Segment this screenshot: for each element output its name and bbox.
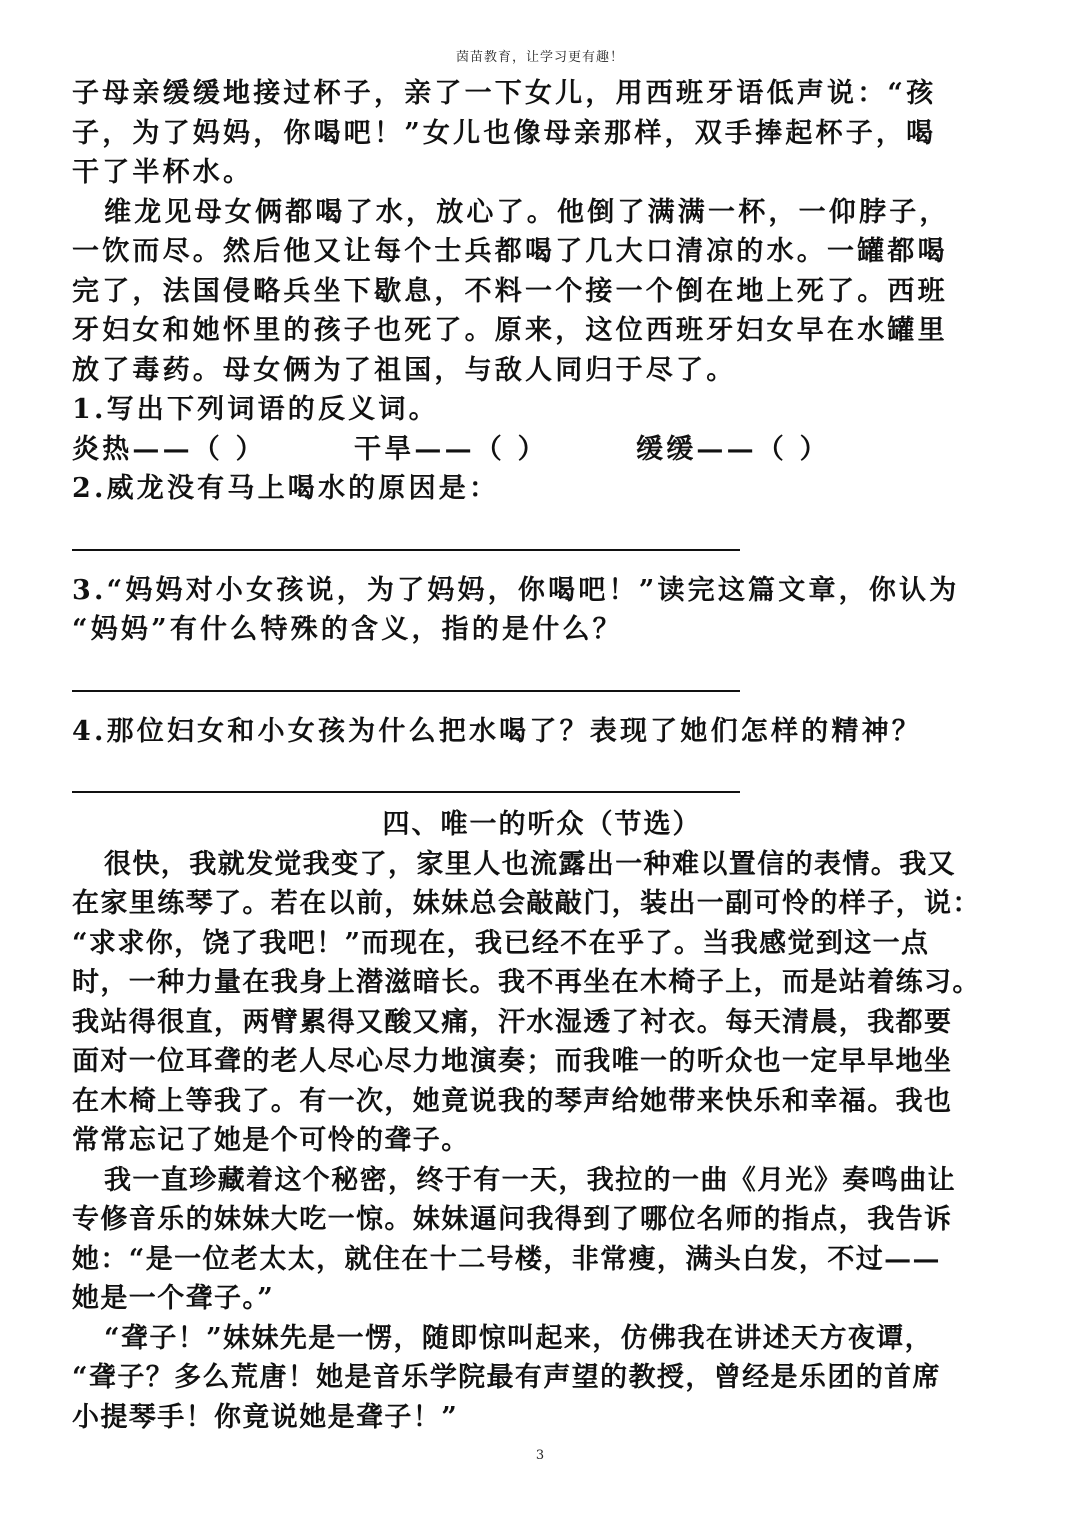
passage-line: 常常忘记了她是个可怜的聋子。 xyxy=(72,1125,470,1156)
answer-line[interactable] xyxy=(72,690,740,692)
antonym-item: 干旱——（ ） xyxy=(354,433,548,465)
passage-line: 我一直珍藏着这个秘密，终于有一天，我拉的一曲《月光》奏鸣曲让 xyxy=(104,1164,956,1196)
question-2: 2.威龙没有马上喝水的原因是： xyxy=(72,473,500,504)
antonym-row xyxy=(72,430,1012,470)
section-title: 四、唯一的听众（节选） xyxy=(382,809,702,840)
passage-line: 一饮而尽。然后他又让每个士兵都喝了几大口清凉的水。一罐都喝 xyxy=(72,236,948,267)
passage-line: “聋子！”妹妹先是一愣，随即惊叫起来，仿佛我在讲述天方夜谭， xyxy=(104,1322,934,1354)
question-3-cont: “妈妈”有什么特殊的含义，指的是什么？ xyxy=(72,614,623,645)
answer-line[interactable] xyxy=(72,549,740,551)
passage-line: 她是一个聋子。” xyxy=(72,1283,275,1314)
question-4: 4.那位妇女和小女孩为什么把水喝了？表现了她们怎样的精神？ xyxy=(72,715,922,747)
antonym-item: 炎热——（ ） xyxy=(72,433,266,465)
question-3: 3.“妈妈对小女孩说，为了妈妈，你喝吧！”读完这篇文章，你认为 xyxy=(72,574,960,606)
antonym-item: 缓缓——（ ） xyxy=(636,433,830,465)
passage-line: 很快，我就发觉我变了，家里人也流露出一种难以置信的表情。我又 xyxy=(104,848,956,880)
passage-line: 专修音乐的妹妹大吃一惊。妹妹逼问我得到了哪位名师的指点，我告诉 xyxy=(72,1204,953,1235)
passage-line: 在木椅上等我了。有一次，她竟说我的琴声给她带来快乐和幸福。我也 xyxy=(72,1085,953,1117)
passage-line: 牙妇女和她怀里的孩子也死了。原来，这位西班牙妇女早在水罐里 xyxy=(72,315,948,346)
passage-line: 面对一位耳聋的老人尽心尽力地演奏；而我唯一的听众也一定早早地坐 xyxy=(72,1046,953,1077)
passage-line: “聋子？多么荒唐！她是音乐学院最有声望的教授，曾经是乐团的首席 xyxy=(72,1362,941,1393)
passage-line: 在家里练琴了。若在以前，妹妹总会敲敲门，装出一副可怜的样子，说： xyxy=(72,888,981,919)
page-header: 茵苗教育，让学习更有趣！ xyxy=(455,50,624,65)
passage-line: 她：“是一位老太太，就住在十二号楼，非常瘦，满头白发，不过—— xyxy=(72,1243,941,1275)
question-1: 1.写出下列词语的反义词。 xyxy=(72,394,439,425)
answer-line[interactable] xyxy=(72,791,740,793)
passage-line: 时，一种力量在我身上潜滋暗长。我不再坐在木椅子上，而是站着练习。 xyxy=(72,967,981,998)
page-number: 3 xyxy=(535,1448,545,1463)
passage-line: 完了，法国侵略兵坐下歇息，不料一个接一个倒在地上死了。西班 xyxy=(72,275,948,307)
passage-line: 小提琴手！你竟说她是聋子！” xyxy=(72,1401,459,1433)
page-content xyxy=(72,74,1012,1437)
passage-line: 干了半杯水。 xyxy=(72,157,254,188)
passage-line: 放了毒药。母女俩为了祖国，与敌人同归于尽了。 xyxy=(72,354,737,386)
passage-line: 子母亲缓缓地接过杯子，亲了一下女儿，用西班牙语低声说：“孩 xyxy=(72,78,937,109)
passage-line: 子，为了妈妈，你喝吧！”女儿也像母亲那样，双手捧起杯子，喝 xyxy=(72,117,937,149)
passage-line: 维龙见母女俩都喝了水，放心了。他倒了满满一杯，一仰脖子， xyxy=(104,196,950,228)
passage-line: 我站得很直，两臂累得又酸又痛，汗水湿透了衬衣。每天清晨，我都要 xyxy=(72,1006,953,1038)
passage-line: “求求你，饶了我吧！”而现在，我已经不在乎了。当我感觉到这一点 xyxy=(72,927,930,959)
